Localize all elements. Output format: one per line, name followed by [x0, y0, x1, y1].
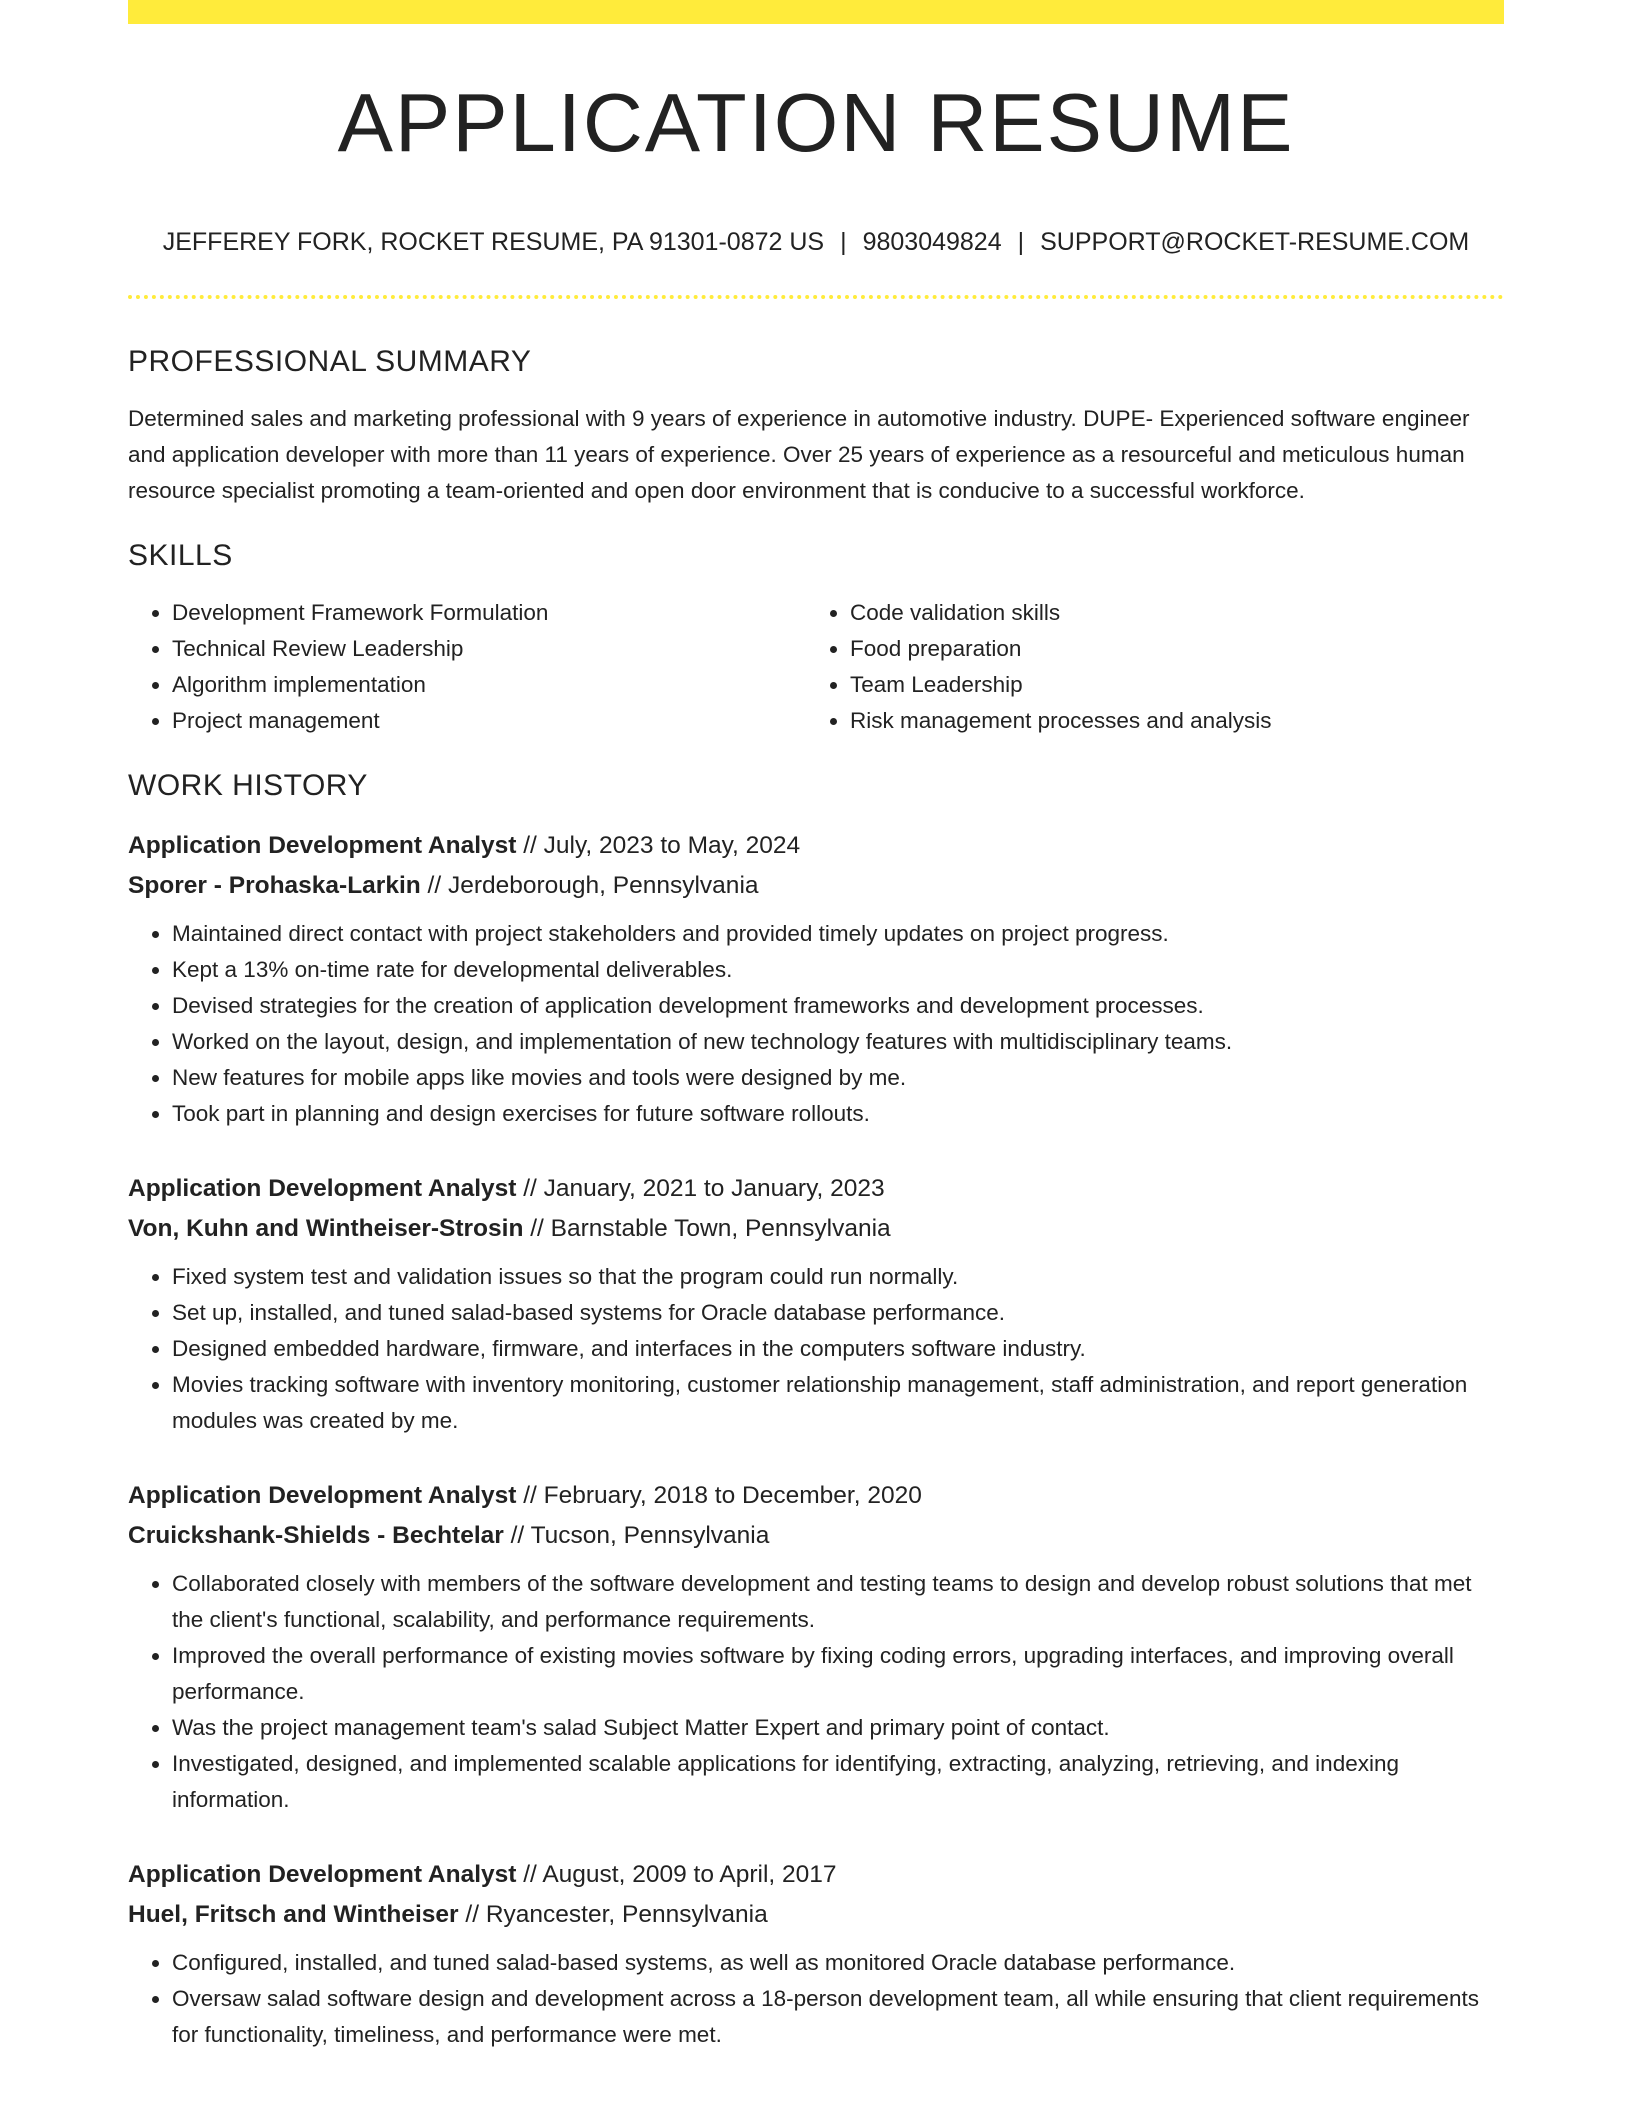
job-title: Application Development Analyst [128, 1482, 517, 1509]
skills-heading: SKILLS [128, 539, 233, 572]
contact-line [128, 227, 1504, 257]
dotted-divider [128, 295, 1504, 299]
job-title: Application Development Analyst [128, 1861, 517, 1888]
job-dates: // August, 2009 to April, 2017 [516, 1861, 837, 1888]
job-bullets [128, 1945, 1504, 2053]
job-company-line [128, 1209, 1504, 1249]
resume-title: APPLICATION RESUME [337, 76, 1295, 169]
contact-address: JEFFEREY FORK, ROCKET RESUME, PA 91301-0872 US [162, 228, 825, 256]
job-company: Cruickshank-Shields - Bechtelar [128, 1522, 504, 1549]
job-company-line [128, 866, 1504, 906]
skill-item: • Food preparation [850, 631, 1484, 667]
job-bullet: • Kept a 13% on-time rate for developmental deliverables. [172, 952, 1504, 988]
contact-email: SUPPORT@ROCKET-RESUME.COM [1040, 228, 1470, 256]
job-bullet: • Maintained direct contact with project stakeholders and provided timely updates on project progress. [172, 916, 1504, 952]
job-entry [128, 1169, 1504, 1439]
contact-separator: | [840, 228, 847, 256]
job-company: Von, Kuhn and Wintheiser-Strosin [128, 1215, 524, 1242]
skills-grid [128, 595, 1504, 739]
job-title-line [128, 1169, 1504, 1209]
job-title-line [128, 826, 1504, 866]
job-entry [128, 826, 1504, 1132]
job-bullet: • New features for mobile apps like movies and tools were designed by me. [172, 1060, 1504, 1096]
job-dates: // July, 2023 to May, 2024 [516, 832, 801, 859]
summary-text: Determined sales and marketing professional with 9 years of experience in automotive industry. DUPE- Experienced software engineer and application developer with more than 11 years of experience. Over 25 years of experience as a resourceful and meticulous human resource specialist promoting a team-oriented and open door environment that is conducive to a successful workforce. [128, 406, 1470, 503]
job-bullet: • Took part in planning and design exercises for future software rollouts. [172, 1096, 1504, 1132]
skills-column-left [128, 595, 806, 739]
skill-item: • Code validation skills [850, 595, 1484, 631]
job-title-line [128, 1476, 1504, 1516]
job-location: // Ryancester, Pennsylvania [458, 1901, 768, 1928]
job-bullet: • Devised strategies for the creation of application development frameworks and development processes. [172, 988, 1504, 1024]
job-bullet: • Designed embedded hardware, firmware, and interfaces in the computers software industry. [172, 1331, 1504, 1367]
job-bullet: • Worked on the layout, design, and implementation of new technology features with multidisciplinary teams. [172, 1024, 1504, 1060]
summary-heading: PROFESSIONAL SUMMARY [128, 345, 532, 378]
skill-item: • Team Leadership [850, 667, 1484, 703]
job-bullet: • Investigated, designed, and implemented scalable applications for identifying, extracting, analyzing, retrieving, and indexing information. [172, 1746, 1504, 1818]
job-location: // Tucson, Pennsylvania [503, 1522, 770, 1549]
job-title: Application Development Analyst [128, 1175, 517, 1202]
job-bullet: • Fixed system test and validation issues so that the program could run normally. [172, 1259, 1504, 1295]
resume-page [128, 0, 1504, 2053]
job-title: Application Development Analyst [128, 832, 517, 859]
job-bullet: • Configured, installed, and tuned salad-based systems, as well as monitored Oracle database performance. [172, 1945, 1504, 1981]
job-entry [128, 1855, 1504, 2053]
job-bullet: • Oversaw salad software design and development across a 18-person development team, all while ensuring that client requirements for functionality, timeliness, and performance were met. [172, 1981, 1504, 2053]
job-location: // Jerdeborough, Pennsylvania [420, 872, 759, 899]
skills-column-right [806, 595, 1484, 739]
job-bullet: • Collaborated closely with members of the software development and testing teams to design and develop robust solutions that met the client's functional, scalability, and performance requirements. [172, 1566, 1504, 1638]
job-bullet: • Set up, installed, and tuned salad-based systems for Oracle database performance. [172, 1295, 1504, 1331]
job-company: Huel, Fritsch and Wintheiser [128, 1901, 459, 1928]
skill-item: • Development Framework Formulation [172, 595, 806, 631]
job-bullets [128, 1566, 1504, 1818]
job-entry [128, 1476, 1504, 1818]
job-dates: // January, 2021 to January, 2023 [516, 1175, 885, 1202]
job-dates: // February, 2018 to December, 2020 [516, 1482, 922, 1509]
skill-item: • Risk management processes and analysis [850, 703, 1484, 739]
job-bullet: • Improved the overall performance of existing movies software by fixing coding errors, upgrading interfaces, and improving overall performance. [172, 1638, 1504, 1710]
job-company: Sporer - Prohaska-Larkin [128, 872, 421, 899]
job-title-line [128, 1855, 1504, 1895]
skill-item: • Project management [172, 703, 806, 739]
job-company-line [128, 1895, 1504, 1935]
job-bullets [128, 916, 1504, 1132]
job-location: // Barnstable Town, Pennsylvania [523, 1215, 891, 1242]
job-bullets [128, 1259, 1504, 1439]
job-bullet: • Movies tracking software with inventory monitoring, customer relationship management, staff administration, and report generation modules was created by me. [172, 1367, 1504, 1439]
job-bullet: • Was the project management team's salad Subject Matter Expert and primary point of contact. [172, 1710, 1504, 1746]
work-history-heading: WORK HISTORY [128, 769, 368, 802]
job-company-line [128, 1516, 1504, 1556]
top-accent-bar [128, 0, 1504, 24]
contact-phone: 9803049824 [862, 228, 1002, 256]
skill-item: • Technical Review Leadership [172, 631, 806, 667]
contact-separator: | [1017, 228, 1025, 256]
skill-item: • Algorithm implementation [172, 667, 806, 703]
